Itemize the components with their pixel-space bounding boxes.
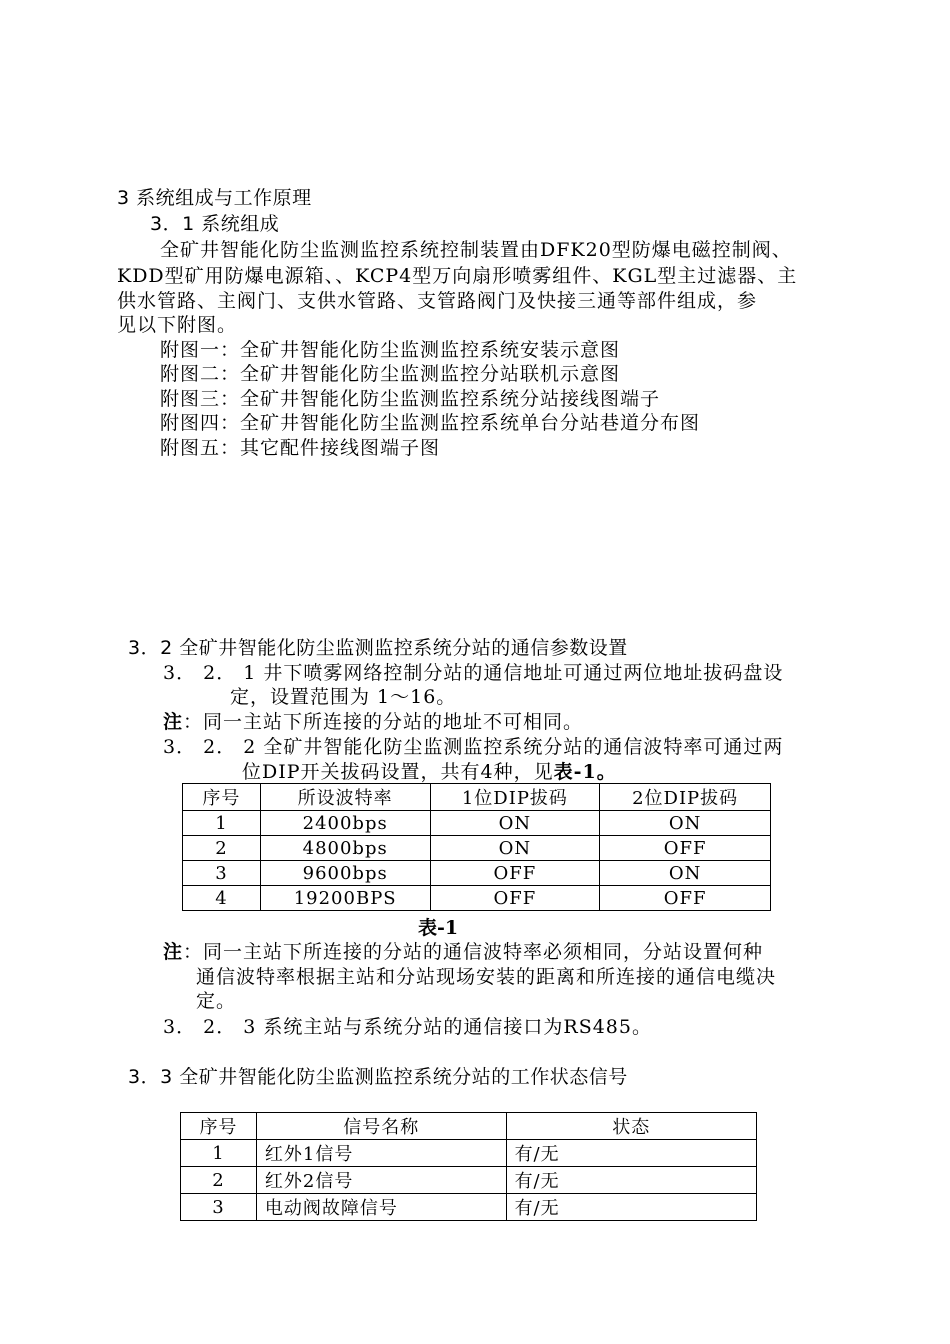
table-cell: 有/无	[506, 1140, 756, 1167]
table-cell: 2400bps	[260, 811, 430, 836]
item-3-2-1: 3． 2． 1 井下喷雾网络控制分站的通信地址可通过两位地址拔码盘设	[163, 662, 784, 684]
note-2-continued: 定。	[196, 990, 237, 1012]
table-cell: 9600bps	[260, 861, 430, 886]
table-header-cell: 所设波特率	[260, 784, 430, 811]
note-label: 注	[163, 941, 184, 963]
section-3-3-heading: 3．3 全矿井智能化防尘监测监控系统分站的工作状态信号	[128, 1066, 628, 1088]
note-text: ：同一主站下所连接的分站的通信波特率必须相同，分站设置何种	[183, 941, 764, 963]
table-cell: 有/无	[506, 1194, 756, 1221]
figure-list-item: 附图四：全矿井智能化防尘监测监控系统单台分站巷道分布图	[160, 412, 701, 434]
table-reference: 表-1。	[553, 761, 617, 783]
table-cell: OFF	[600, 886, 771, 911]
note-1	[163, 710, 583, 734]
figure-list-item: 附图五：其它配件接线图端子图	[160, 437, 441, 459]
table-header-cell: 序号	[181, 1113, 257, 1140]
table-cell: 1	[183, 811, 261, 836]
paragraph-line: 供水管路、主阀门、支供水管路、支管路阀门及快接三通等部件组成，参	[117, 290, 758, 312]
table-cell: 有/无	[506, 1167, 756, 1194]
paragraph-line: 全矿井智能化防尘监测监控系统控制装置由DFK20型防爆电磁控制阀、	[160, 239, 792, 261]
table-cell: ON	[430, 836, 600, 861]
table-caption: 表-1	[418, 917, 459, 939]
table-row	[183, 811, 771, 836]
table-header-row	[183, 784, 771, 811]
note-2-continued: 通信波特率根据主站和分站现场安装的距离和所连接的通信电缆决	[196, 966, 777, 988]
section-3-2-heading: 3．2 全矿井智能化防尘监测监控系统分站的通信参数设置	[128, 637, 628, 659]
table-cell: 1	[181, 1140, 257, 1167]
item-3-2-2: 3． 2． 2 全矿井智能化防尘监测监控系统分站的通信波特率可通过两	[163, 736, 784, 758]
table-header-cell: 序号	[183, 784, 261, 811]
note-2	[163, 940, 763, 964]
table-cell: ON	[600, 811, 771, 836]
item-3-2-3: 3． 2． 3 系统主站与系统分站的通信接口为RS485。	[163, 1016, 652, 1038]
table-cell: OFF	[430, 886, 600, 911]
table-cell: ON	[430, 811, 600, 836]
table-cell: OFF	[600, 836, 771, 861]
table-row	[183, 861, 771, 886]
section-3-1-heading: 3．1 系统组成	[150, 213, 280, 235]
table-cell: 3	[181, 1194, 257, 1221]
note-label: 注	[163, 711, 184, 733]
section-3-heading: 3 系统组成与工作原理	[117, 187, 312, 209]
item-3-2-2-text: 位DIP开关拔码设置，共有4种，见	[242, 761, 554, 783]
table-header-cell: 2位DIP拔码	[600, 784, 771, 811]
figure-list-item: 附图二：全矿井智能化防尘监测监控分站联机示意图	[160, 363, 621, 385]
table-cell: 电动阀故障信号	[256, 1194, 506, 1221]
table-header-cell: 信号名称	[256, 1113, 506, 1140]
baud-rate-table	[182, 783, 771, 911]
table-cell: 2	[181, 1167, 257, 1194]
table-cell: OFF	[430, 861, 600, 886]
table-cell: 4800bps	[260, 836, 430, 861]
table-header-cell: 状态	[506, 1113, 756, 1140]
table-cell: 红外1信号	[256, 1140, 506, 1167]
table-row	[181, 1140, 757, 1167]
table-cell: 19200BPS	[260, 886, 430, 911]
table-row	[183, 836, 771, 861]
table-cell: 2	[183, 836, 261, 861]
note-text: ：同一主站下所连接的分站的地址不可相同。	[183, 711, 584, 733]
table-cell: 3	[183, 861, 261, 886]
table-header-row	[181, 1113, 757, 1140]
table-cell: 4	[183, 886, 261, 911]
table-row	[181, 1194, 757, 1221]
table-row	[181, 1167, 757, 1194]
status-signal-table	[180, 1112, 757, 1221]
figure-list-item: 附图三：全矿井智能化防尘监测监控系统分站接线图端子	[160, 388, 661, 410]
table-cell: 红外2信号	[256, 1167, 506, 1194]
figure-list-item: 附图一：全矿井智能化防尘监测监控系统安装示意图	[160, 339, 621, 361]
table-cell: ON	[600, 861, 771, 886]
table-header-cell: 1位DIP拔码	[430, 784, 600, 811]
table-row	[183, 886, 771, 911]
item-3-2-2-continued	[242, 760, 617, 784]
item-3-2-1-continued: 定，设置范围为 1～16。	[230, 686, 457, 708]
paragraph-line: KDD型矿用防爆电源箱、、KCP4型万向扇形喷雾组件、KGL型主过滤器、主	[117, 265, 798, 287]
paragraph-line: 见以下附图。	[117, 314, 238, 336]
